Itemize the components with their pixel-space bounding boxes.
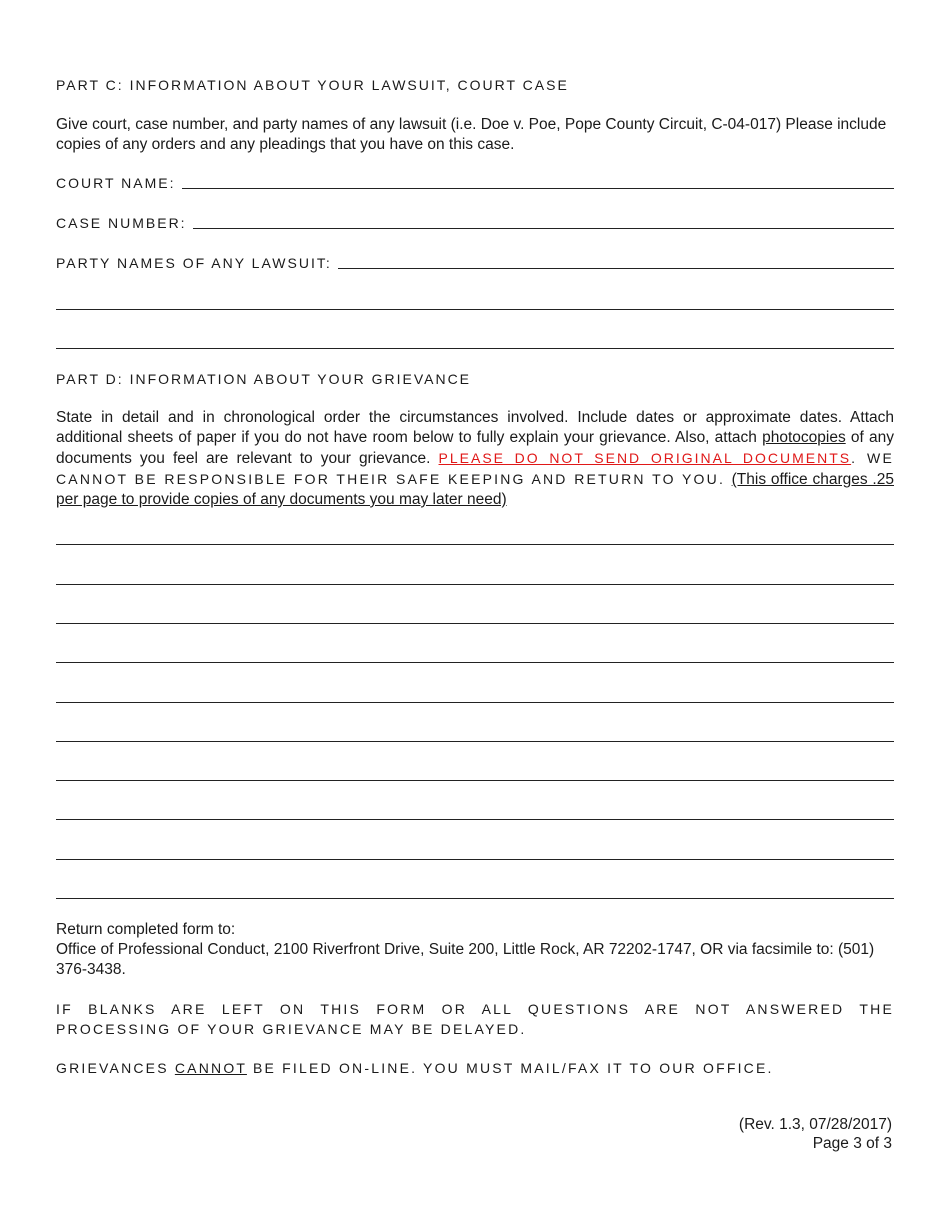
party-names-line-3[interactable]: [56, 348, 894, 349]
grievance-line[interactable]: [56, 780, 894, 781]
part-c-heading: PART C: INFORMATION ABOUT YOUR LAWSUIT, COURT CASE: [56, 77, 569, 93]
part-d-text-3: . WE CANNOT BE RESPONSIBLE FOR THEIR SAFE KEEPING AND RETURN TO YOU.: [56, 450, 894, 487]
court-name-line[interactable]: [182, 174, 895, 189]
part-d-instructions: [56, 408, 894, 510]
part-d-heading: PART D: INFORMATION ABOUT YOUR GRIEVANCE: [56, 371, 472, 387]
party-names-label: PARTY NAMES OF ANY LAWSUIT:: [56, 255, 332, 271]
court-name-field[interactable]: [56, 174, 894, 191]
revision-label: (Rev. 1.3, 07/28/2017): [738, 1116, 892, 1133]
part-d-text-2: of any documents you feel are relevant to your grievance.: [56, 429, 895, 467]
grievance-line[interactable]: [56, 623, 894, 624]
grievance-line[interactable]: [56, 859, 894, 860]
court-name-label: COURT NAME:: [56, 175, 176, 191]
return-label: Return completed form to:: [56, 921, 236, 938]
online-notice-after: BE FILED ON-LINE. YOU MUST MAIL/FAX IT TO OUR OFFICE.: [246, 1060, 774, 1076]
case-number-line[interactable]: [193, 214, 894, 229]
grievance-line[interactable]: [56, 662, 894, 663]
blanks-notice: IF BLANKS ARE LEFT ON THIS FORM OR ALL QUESTIONS ARE NOT ANSWERED THE PROCESSING OF YOUR GRIEVANCE MAY BE DELAYED.: [56, 1001, 894, 1037]
grievance-line[interactable]: [56, 741, 894, 742]
online-notice-cannot: CANNOT: [174, 1060, 247, 1076]
part-c-instructions: Give court, case number, and party names of any lawsuit (i.e. Doe v. Poe, Pope County Circuit, C-04-017) Please include copies of any orders and any pleadings that you have on this case.: [56, 116, 887, 153]
original-documents-warning: PLEASE DO NOT SEND ORIGINAL DOCUMENTS: [438, 450, 852, 466]
photocopies-text: photocopies: [762, 429, 846, 446]
party-names-line-2[interactable]: [56, 309, 894, 310]
case-number-field[interactable]: [56, 214, 894, 231]
grievance-line[interactable]: [56, 819, 894, 820]
grievance-line[interactable]: [56, 544, 894, 545]
online-notice: [56, 1058, 894, 1078]
grievance-line[interactable]: [56, 702, 894, 703]
party-names-field[interactable]: [56, 254, 894, 271]
party-names-line[interactable]: [338, 254, 894, 269]
grievance-line[interactable]: [56, 584, 894, 585]
case-number-label: CASE NUMBER:: [56, 215, 187, 231]
grievance-line[interactable]: [56, 898, 894, 899]
return-address: Office of Professional Conduct, 2100 Riverfront Drive, Suite 200, Little Rock, AR 72202-1747, OR via facsimile to: (501) 376-3438.: [56, 941, 875, 978]
charge-note: (This office charges .25 per page to provide copies of any documents you may later need): [56, 471, 894, 508]
page-number: Page 3 of 3: [812, 1135, 892, 1152]
part-d-text-1: State in detail and in chronological order the circumstances involved. Include dates or approximate dates. Attach additional sheets of paper if you do not have room below to fully explain your grievance. Also, attach: [56, 409, 894, 446]
online-notice-before: GRIEVANCES: [56, 1060, 175, 1076]
